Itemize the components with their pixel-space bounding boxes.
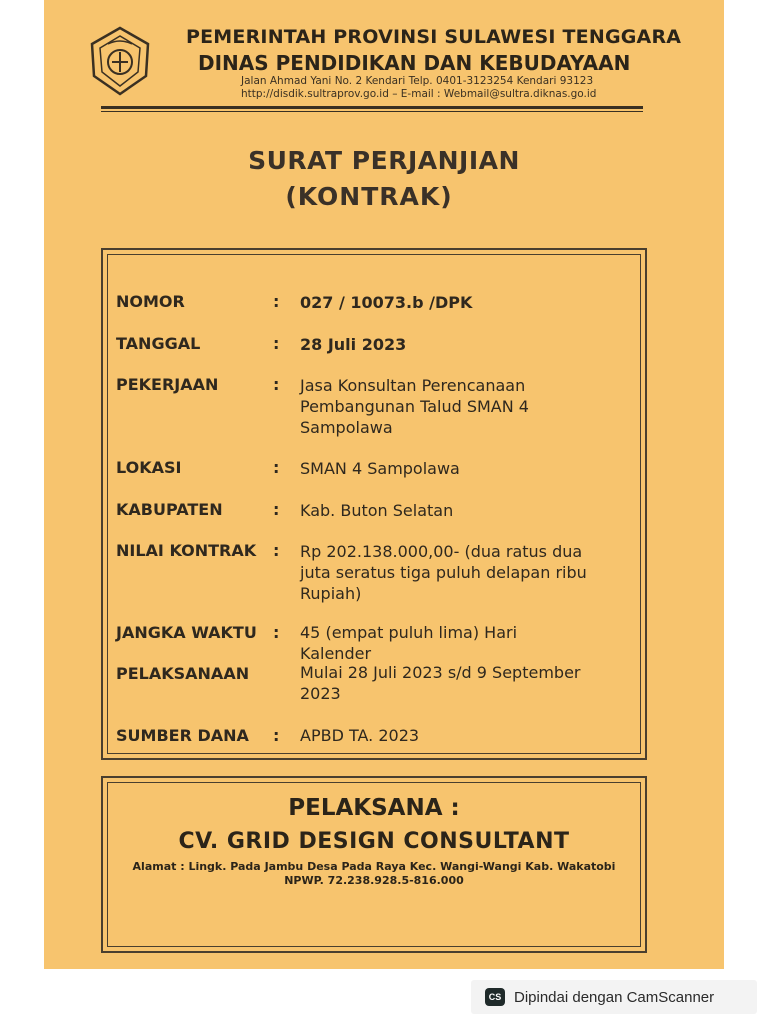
value-kabupaten: Kab. Buton Selatan <box>300 501 454 520</box>
document-title: SURAT PERJANJIAN <box>248 146 520 175</box>
org-line-2: DINAS PENDIDIKAN DAN KEBUDAYAAN <box>198 51 631 75</box>
document-subtitle: (KONTRAK) <box>285 182 453 211</box>
label-pekerjaan: PEKERJAAN <box>116 375 219 394</box>
contractor-name: CV. GRID DESIGN CONSULTANT <box>178 829 570 854</box>
value-pekerjaan: Jasa Konsultan Perencanaan Pembangunan Talud SMAN 4 Sampolawa <box>300 376 529 437</box>
value-lokasi: SMAN 4 Sampolawa <box>300 459 460 478</box>
separator: : <box>273 375 280 394</box>
label-pelaksanaan: PELAKSANAAN <box>116 664 250 683</box>
value-nomor: 027 / 10073.b /DPK <box>300 293 473 312</box>
label-kabupaten: KABUPATEN <box>116 500 223 519</box>
label-tanggal: TANGGAL <box>116 334 201 353</box>
org-line-1: PEMERINTAH PROVINSI SULAWESI TENGGARA <box>186 26 682 48</box>
label-sumber-dana: SUMBER DANA <box>116 726 249 745</box>
separator: : <box>273 458 280 477</box>
separator: : <box>273 541 280 560</box>
value-tanggal: 28 Juli 2023 <box>300 335 407 354</box>
separator: : <box>273 334 280 353</box>
label-jangka-waktu: JANGKA WAKTU <box>116 623 257 642</box>
letterhead-rule-thin <box>101 111 643 112</box>
contractor-heading: PELAKSANA : <box>288 795 460 821</box>
camscanner-icon: CS <box>485 988 505 1006</box>
org-web-email: http://disdik.sultraprov.go.id – E-mail : Webmail@sultra.diknas.go.id <box>241 88 597 100</box>
separator: : <box>273 623 280 642</box>
value-sumber-dana: APBD TA. 2023 <box>300 726 420 745</box>
contractor-address: Alamat : Lingk. Pada Jambu Desa Pada Raya Kec. Wangi-Wangi Kab. Wakatobi <box>132 860 616 873</box>
separator: : <box>273 726 280 745</box>
provincial-emblem-icon <box>88 26 152 96</box>
label-nilai-kontrak: NILAI KONTRAK <box>116 541 257 560</box>
separator: : <box>273 500 280 519</box>
value-nilai-kontrak: Rp 202.138.000,00- (dua ratus dua juta seratus tiga puluh delapan ribu Rupiah) <box>300 542 587 603</box>
org-address: Jalan Ahmad Yani No. 2 Kendari Telp. 0401-3123254 Kendari 93123 <box>241 75 594 87</box>
camscanner-watermark <box>471 980 757 1014</box>
contract-cover-page <box>44 0 724 969</box>
value-jangka-waktu: 45 (empat puluh lima) Hari Kalender <box>300 623 518 663</box>
letterhead-rule-thick <box>101 106 643 109</box>
label-nomor: NOMOR <box>116 292 185 311</box>
camscanner-label: Dipindai dengan CamScanner <box>514 988 715 1006</box>
separator: : <box>273 292 280 311</box>
label-lokasi: LOKASI <box>116 458 182 477</box>
value-pelaksanaan: Mulai 28 Juli 2023 s/d 9 September 2023 <box>300 663 581 703</box>
contractor-npwp: NPWP. 72.238.928.5-816.000 <box>284 874 464 887</box>
letterhead <box>44 0 724 118</box>
